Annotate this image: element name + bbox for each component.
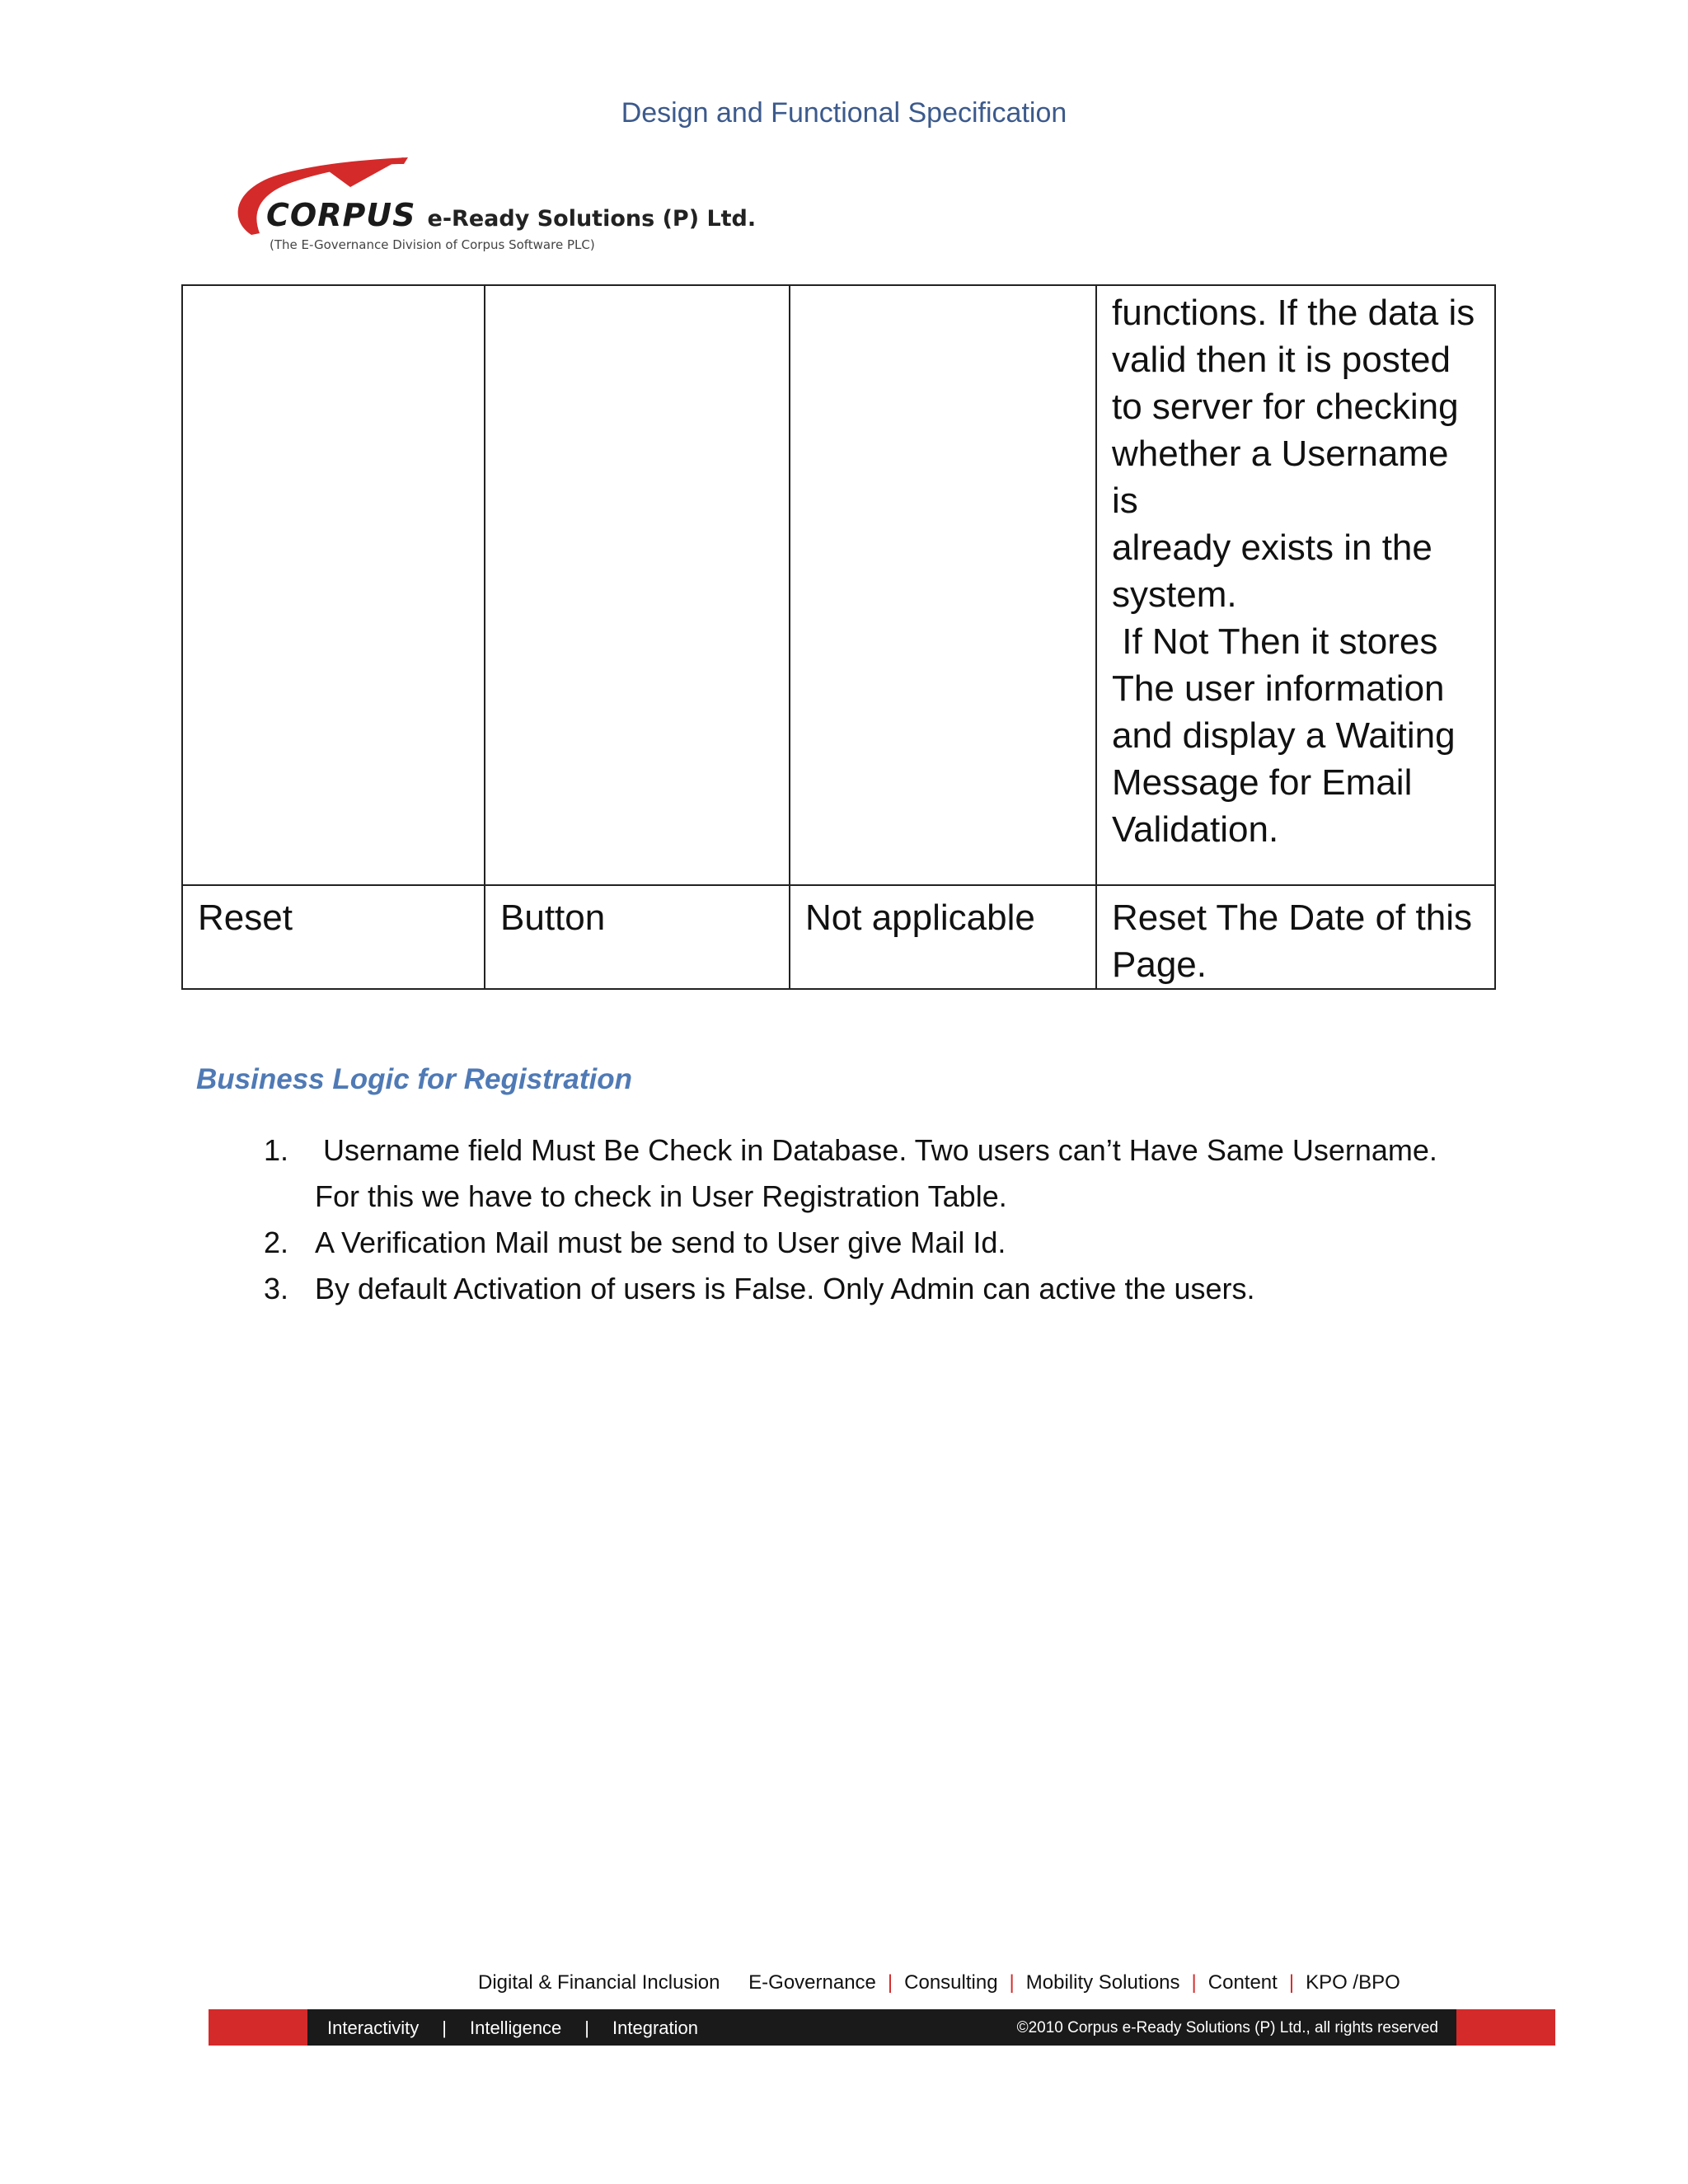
cell-line: valid then it is posted [1112,340,1451,380]
footer-service: Digital & Financial Inclusion [478,1971,720,1994]
cell-line: Reset [198,898,293,938]
cell-line: already exists in the [1112,527,1432,568]
footer-separator: | [1288,1971,1295,1994]
footer-separator: | [887,1971,893,1994]
footer-service: KPO /BPO [1306,1971,1400,1994]
spec-table [181,284,1496,990]
footer-service: E-Governance [748,1971,876,1994]
footer-bar [209,2009,1555,2046]
cell-line: Message for Email [1112,762,1413,803]
cell-line: to server for checking [1112,387,1459,427]
cell-text [1112,289,1479,853]
footer-service: Content [1207,1971,1278,1994]
table-cell [485,285,790,885]
cell-line: The user information [1112,668,1445,709]
footer-bar-inner [307,2009,1456,2046]
cell-line: Not applicable [805,898,1035,938]
company-logo [227,152,820,260]
logo-brand: CORPUS [266,197,416,233]
table-row [182,885,1495,989]
table-cell [1096,285,1495,885]
cell-text [805,894,1081,941]
list-number: 3. [264,1272,289,1305]
table-cell [790,885,1096,989]
footer-tag-separator: | [442,2018,447,2038]
footer-tag: Interactivity [327,2018,420,2038]
cell-line: Button [500,898,606,938]
table-cell [485,885,790,989]
cell-line: whether a Username is [1112,434,1449,521]
list-item [264,1220,1500,1266]
business-logic-list [264,1127,1500,1312]
list-number: 2. [264,1226,289,1259]
list-item [264,1266,1500,1312]
cell-text [1112,894,1479,988]
footer-service: Consulting [904,1971,998,1994]
cell-line: system. [1112,574,1237,615]
cell-line: Reset The Date of this [1112,898,1472,938]
list-item-line: Username field Must Be Check in Database. Two users can’t Have Same Username. [315,1133,1437,1167]
footer-service: Mobility Solutions [1025,1971,1180,1994]
section-title-business-logic: Business Logic for Registration [196,1063,632,1095]
logo-wordmark [266,197,756,233]
list-item-line: For this we have to check in User Registration Table. [315,1179,1007,1213]
table-row [182,285,1495,885]
footer-separator [731,1971,737,1994]
footer-separator: | [1009,1971,1015,1994]
footer-services [478,1971,1400,1994]
page-header: Design and Functional Specification [621,97,1067,129]
table-cell [1096,885,1495,989]
logo-company: e-Ready Solutions (P) Ltd. [427,206,757,232]
cell-line: and display a Waiting [1112,715,1456,756]
table-cell [182,885,485,989]
footer-tag: Intelligence [469,2018,562,2038]
footer-tag: Integration [612,2018,698,2038]
cell-line: functions. If the data is [1112,293,1475,333]
cell-text [198,894,469,941]
logo-tagline: (The E-Governance Division of Corpus Software PLC) [270,237,595,252]
cell-line: Validation. [1112,809,1279,850]
cell-line: Page. [1112,944,1207,985]
footer-tag-separator: | [584,2018,590,2038]
cell-text [500,894,774,941]
list-number: 1. [264,1133,289,1167]
list-item-line: A Verification Mail must be send to User give Mail Id. [315,1226,1006,1259]
list-item-line: By default Activation of users is False. Only Admin can active the users. [315,1272,1255,1305]
footer-copyright: ©2010 Corpus e-Ready Solutions (P) Ltd., all rights reserved [1016,2019,1438,2036]
cell-line: If Not Then it stores [1112,621,1438,662]
table-cell [790,285,1096,885]
footer-tags [327,2018,698,2039]
footer-separator: | [1191,1971,1197,1994]
list-item [264,1127,1500,1220]
table-cell [182,285,485,885]
